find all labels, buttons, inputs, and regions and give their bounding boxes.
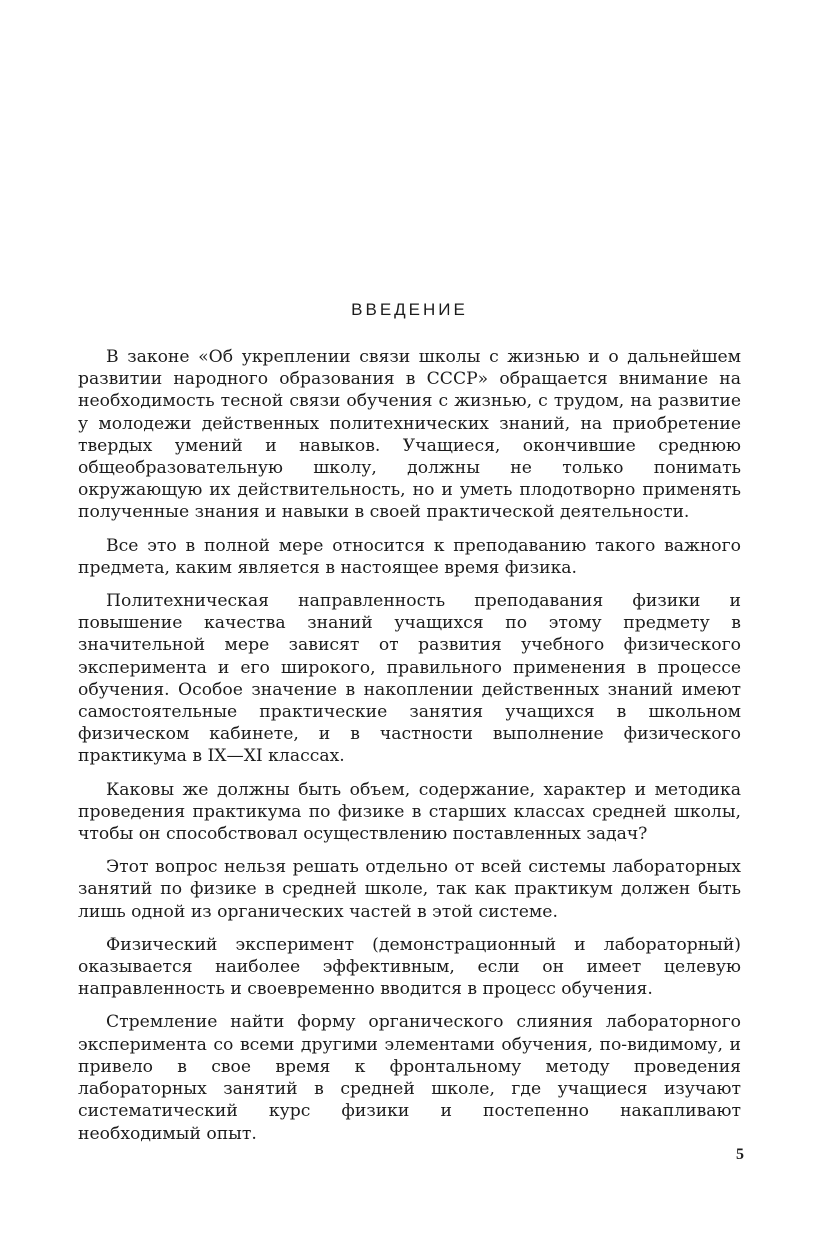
paragraph: Физический эксперимент (демонстрационный и лабораторный) оказывается наиболее эффективным, если он имеет целевую направленность и своевременно вводится в процесс обучения. [78, 934, 741, 1000]
paragraph: Политехническая направленность преподавания физики и повышение качества знаний учащихся по этому предмету в значительной мере зависят от развития учебного физического эксперимента и его широкого, правильного применения в процессе обучения. Особое значение в накоплении действенных знаний имеют самостоятельные практические занятия учащихся в школьном физическом кабинете, и в частности выполнение физического практикума в IX—XI классах. [78, 591, 741, 767]
paragraph: Этот вопрос нельзя решать отдельно от всей системы лабораторных занятий по физике в средней школе, так как практикум должен быть лишь одной из органических частей в этой системе. [78, 857, 741, 922]
paragraph: Все это в полной мере относится к преподаванию такого важного предмета, каким является в настоящее время физика. [78, 535, 741, 578]
body-text [78, 346, 741, 1156]
page-number: 5 [736, 1146, 744, 1163]
chapter-heading: ВВЕДЕНИЕ [351, 300, 468, 319]
paragraph: Каковы же должны быть объем, содержание, характер и методика проведения практикума по физике в старших классах средней школы, чтобы он способствовал осуществлению поставленных задач? [78, 779, 741, 845]
paragraph: В законе «Об укреплении связи школы с жизнью и о дальнейшем развитии народного образования в СССР» обращается внимание на необходимость тесной связи обучения с жизнью, с трудом, на развитие у молодежи действенных политехнических знаний, на приобретение твердых умений и навыков. Учащиеся, окончившие среднюю общеобразовательную школу, должны не только понимать окружающую их действительность, но и уметь плодотворно применять полученные знания и навыки в своей практической деятельности. [78, 347, 741, 523]
paragraph: Стремление найти форму органического слияния лабораторного эксперимента со всеми другими элементами обучения, по-видимому, и привело в свое время к фронтальному методу проведения лабораторных занятий в средней школе, где учащиеся изучают систематический курс физики и постепенно накапливают необходимый опыт. [78, 1012, 741, 1144]
